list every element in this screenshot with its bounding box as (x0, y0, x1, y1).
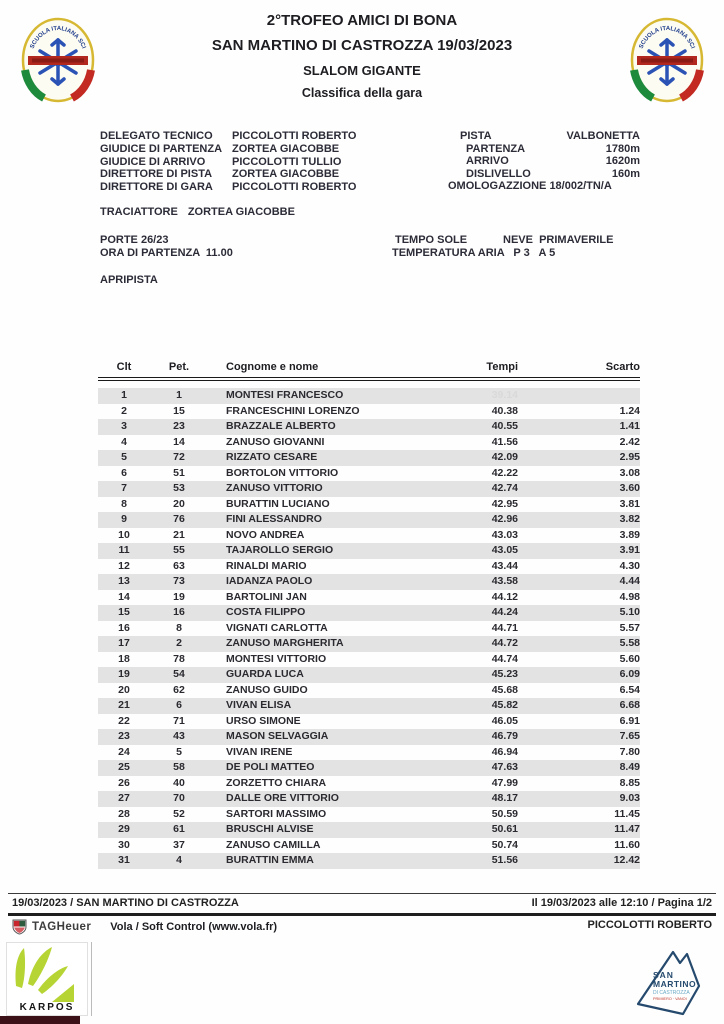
cell-name: MONTESI FRANCESCO (226, 389, 344, 401)
cell-scarto: 12.42 (613, 854, 640, 866)
col-header-gap: Scarto (605, 361, 640, 373)
cell-name: BORTOLON VITTORIO (226, 466, 339, 479)
cell-scarto: 4.30 (619, 559, 640, 572)
cell-tempo: 47.63 (491, 761, 518, 773)
cell-clt: 14 (118, 590, 130, 603)
official-row (100, 130, 356, 143)
forerunner-label: APRIPISTA (100, 274, 158, 286)
cell-clt: 6 (121, 466, 127, 479)
cell-clt: 30 (118, 838, 130, 851)
weather-info: TEMPO SOLE (395, 234, 468, 246)
cell-scarto: 5.10 (619, 606, 640, 618)
cell-name: BURATTIN LUCIANO (226, 497, 330, 510)
cell-scarto: 11.47 (614, 823, 640, 835)
cell-tempo: 45.68 (491, 683, 518, 696)
table-row (98, 729, 640, 745)
cell-name: IADANZA PAOLO (226, 575, 313, 587)
cell-pet: 73 (173, 575, 185, 587)
cell-name: ZORZETTO CHIARA (226, 776, 327, 789)
cell-name: COSTA FILIPPO (226, 606, 306, 618)
cell-scarto: 5.57 (619, 621, 640, 634)
cell-scarto: 7.65 (619, 730, 640, 742)
cell-clt: 10 (118, 528, 130, 541)
cell-scarto: 3.08 (619, 466, 640, 479)
cell-clt: 16 (118, 621, 130, 634)
table-row (98, 574, 640, 590)
course-label: ARRIVO (466, 155, 509, 168)
official-label: GIUDICE DI PARTENZA (100, 142, 223, 155)
cell-scarto: 8.85 (619, 776, 640, 789)
cell-name: VIVAN IRENE (226, 745, 293, 758)
cell-clt: 4 (121, 435, 127, 448)
cell-tempo: 47.99 (491, 776, 518, 789)
official-label: DIRETTORE DI PISTA (100, 168, 213, 181)
cell-scarto: 11.60 (614, 838, 640, 851)
official-value: PICCOLOTTI ROBERTO (232, 130, 357, 142)
cell-clt: 7 (121, 482, 127, 494)
cell-clt: 17 (118, 637, 130, 649)
san-martino-logo-icon (626, 944, 710, 1018)
table-row (98, 590, 640, 606)
cell-scarto (518, 388, 640, 404)
snow-info: NEVE PRIMAVERILE (503, 234, 614, 246)
cell-pet: 43 (173, 730, 185, 742)
club-emblem-arc-text: SCUOLA ITALIANA SCI (29, 25, 87, 50)
cell-tempo: 41.56 (491, 435, 518, 448)
gates-info: PORTE 26/23 (100, 234, 169, 246)
cell-pet: 58 (173, 761, 185, 773)
footer-divider-thick (8, 913, 716, 916)
table-row (98, 543, 640, 559)
table-row (98, 621, 640, 637)
cell-name: BRAZZALE ALBERTO (226, 420, 336, 432)
results-table (98, 360, 640, 869)
cell-clt: 28 (118, 807, 130, 820)
cell-clt: 2 (121, 404, 127, 417)
cell-tempo: 48.17 (491, 792, 518, 804)
cell-scarto: 6.68 (619, 699, 640, 711)
cell-clt: 1 (121, 389, 127, 401)
cell-name: VIVAN ELISA (226, 699, 292, 711)
resort-text-line4: PRIMIERO · VANOI (653, 997, 687, 1001)
cell-pet: 51 (173, 466, 185, 479)
cell-pet: 40 (173, 776, 185, 789)
cell-tempo: 42.95 (491, 497, 518, 510)
table-row (98, 512, 640, 528)
course-row (448, 155, 640, 168)
course-value: 1780m (605, 142, 640, 155)
cell-name: TAJAROLLO SERGIO (226, 544, 334, 556)
cell-clt: 25 (118, 761, 130, 773)
cell-pet: 55 (173, 544, 185, 556)
cell-pet: 21 (173, 528, 185, 541)
cell-clt: 23 (118, 730, 130, 742)
cell-name: RIZZATO CESARE (226, 451, 318, 463)
bottom-banner-strip (0, 1016, 80, 1024)
cell-pet: 16 (173, 606, 185, 618)
table-row (98, 388, 640, 404)
course-label: PISTA (460, 130, 492, 142)
cell-pet: 1 (176, 389, 182, 401)
cell-pet: 63 (173, 559, 185, 572)
cell-name: FRANCESCHINI LORENZO (226, 404, 360, 417)
karpos-wordmark: KARPOS (19, 1002, 75, 1013)
cell-scarto: 3.89 (619, 528, 640, 541)
cell-clt: 24 (118, 745, 130, 758)
official-value: PICCOLOTTI ROBERTO (232, 181, 357, 194)
course-block (448, 130, 640, 193)
col-header-name: Cognome e nome (226, 361, 319, 373)
course-setter-value: ZORTEA GIACOBBE (187, 206, 295, 218)
cell-tempo: 44.12 (491, 590, 518, 603)
table-row (98, 760, 640, 776)
cell-name: VIGNATI CARLOTTA (226, 621, 328, 634)
footer-date-location: 19/03/2023 / SAN MARTINO DI CASTROZZA (12, 897, 239, 909)
cell-name: ZANUSO GIOVANNI (226, 435, 325, 448)
course-label: DISLIVELLO (466, 167, 531, 180)
cell-scarto: 7.80 (619, 745, 640, 758)
cell-clt: 22 (118, 714, 130, 727)
table-row (98, 838, 640, 854)
cell-tempo: 43.03 (491, 528, 518, 541)
table-row (98, 776, 640, 792)
cell-pet: 8 (176, 621, 182, 634)
cell-tempo: 42.09 (491, 451, 518, 463)
cell-tempo: 45.82 (491, 699, 518, 711)
cell-pet: 37 (173, 838, 185, 851)
cell-name: ZANUSO VITTORIO (226, 482, 323, 494)
table-row (98, 683, 640, 699)
cell-pet: 72 (173, 451, 185, 463)
table-row (98, 714, 640, 730)
cell-scarto: 1.24 (619, 404, 640, 417)
cell-clt: 13 (118, 575, 130, 587)
page-subtitle: Classifica della gara (301, 86, 423, 100)
table-row (98, 404, 640, 420)
cell-pet: 23 (173, 420, 185, 432)
cell-scarto: 1.41 (619, 420, 640, 432)
cell-tempo: 42.22 (491, 466, 518, 479)
cell-scarto: 6.09 (619, 668, 640, 680)
cell-scarto: 6.54 (619, 683, 640, 696)
cell-scarto: 4.98 (619, 590, 640, 603)
course-value: VALBONETTA (566, 130, 640, 142)
footer-divider-thin (8, 893, 716, 894)
table-row (98, 807, 640, 823)
cell-tempo: 42.96 (491, 513, 518, 525)
resort-text-line3: DI CASTROZZA (653, 990, 690, 996)
sponsor-separator (91, 942, 92, 1016)
footer-print-info: Il 19/03/2023 alle 12:10 / Pagina 1/2 (531, 897, 712, 909)
cell-tempo: 43.58 (491, 575, 518, 587)
cell-pet: 54 (173, 668, 185, 680)
col-header-rank: Clt (116, 361, 132, 373)
official-row (100, 168, 356, 181)
cell-pet: 61 (173, 823, 185, 835)
cell-tempo: 51.56 (491, 854, 518, 866)
col-header-time: Tempi (486, 361, 518, 373)
cell-clt: 5 (121, 451, 127, 463)
cell-clt: 29 (118, 823, 130, 835)
cell-pet: 6 (176, 699, 182, 711)
table-row (98, 652, 640, 668)
official-value: ZORTEA GIACOBBE (232, 142, 340, 155)
cell-clt: 8 (121, 497, 127, 510)
official-label: DELEGATO TECNICO (100, 130, 213, 142)
cell-scarto: 5.60 (619, 652, 640, 665)
cell-pet: 62 (173, 683, 185, 696)
cell-pet: 78 (173, 652, 185, 665)
signature-name: PICCOLOTTI ROBERTO (587, 919, 712, 931)
cell-scarto: 3.81 (619, 497, 640, 510)
cell-pet: 20 (173, 497, 185, 510)
official-value: PICCOLOTTI TULLIO (232, 155, 342, 168)
tag-heuer-wordmark: TAGHeuer (32, 921, 92, 933)
cell-tempo: 43.44 (491, 559, 518, 572)
cell-clt: 3 (121, 420, 127, 432)
cell-pet: 19 (173, 590, 185, 603)
cell-tempo: 50.74 (491, 838, 518, 851)
table-row (98, 791, 640, 807)
tag-heuer-shield-icon (12, 919, 27, 935)
official-label: GIUDICE DI ARRIVO (100, 155, 206, 168)
table-row (98, 636, 640, 652)
table-row (98, 466, 640, 482)
cell-tempo: 43.05 (491, 544, 518, 556)
course-value: 1620m (605, 155, 640, 168)
cell-tempo: 44.71 (491, 621, 518, 634)
officials-block (100, 130, 356, 194)
cell-clt: 12 (118, 559, 130, 572)
cell-name: ZANUSO GUIDO (226, 683, 308, 696)
cell-tempo: 44.74 (491, 652, 518, 665)
table-row (98, 745, 640, 761)
start-time-info: ORA DI PARTENZA 11.00 (100, 247, 233, 259)
table-row (98, 481, 640, 497)
cell-scarto: 8.49 (619, 761, 640, 773)
cell-name: MONTESI VITTORIO (226, 652, 327, 665)
table-row (98, 667, 640, 683)
cell-scarto: 9.03 (619, 792, 640, 804)
official-row (100, 156, 356, 169)
cell-tempo: 46.05 (491, 714, 518, 727)
cell-name: DE POLI MATTEO (226, 761, 315, 773)
cell-pet: 4 (176, 854, 182, 866)
cell-pet: 76 (173, 513, 185, 525)
timing-brand-row (12, 919, 277, 935)
cell-clt: 21 (118, 699, 130, 711)
table-row (98, 853, 640, 869)
cell-tempo: 44.72 (491, 637, 518, 649)
official-row (100, 181, 356, 194)
cell-pet: 71 (173, 714, 185, 727)
cell-clt: 20 (118, 683, 130, 696)
temperature-info: TEMPERATURA ARIA P 3 A 5 (392, 247, 556, 259)
cell-name: FINI ALESSANDRO (226, 513, 322, 525)
karpos-logo-icon (6, 942, 88, 1016)
course-row (448, 168, 640, 181)
results-rows (98, 388, 640, 869)
cell-tempo: 46.79 (491, 730, 518, 742)
resort-text-line2: MARTINO (653, 979, 697, 989)
table-row (98, 698, 640, 714)
course-setter-label: TRACIATTORE (100, 206, 178, 218)
cell-tempo: 39.14 (491, 389, 518, 401)
cell-tempo: 45.23 (491, 668, 518, 680)
cell-name: GUARDA LUCA (226, 668, 304, 680)
cell-tempo: 50.61 (491, 823, 518, 835)
cell-name: ZANUSO CAMILLA (226, 838, 321, 851)
cell-tempo: 42.74 (491, 482, 518, 494)
table-row (98, 419, 640, 435)
cell-name: ZANUSO MARGHERITA (226, 637, 344, 649)
cell-name: NOVO ANDREA (226, 528, 305, 541)
timing-software-text: Vola / Soft Control (www.vola.fr) (110, 921, 278, 933)
cell-clt: 11 (118, 544, 130, 556)
table-row (98, 605, 640, 621)
cell-tempo: 46.94 (491, 745, 518, 758)
course-label: PARTENZA (466, 142, 526, 155)
cell-name: BURATTIN EMMA (226, 854, 314, 866)
cell-clt: 26 (118, 776, 130, 789)
cell-clt: 9 (121, 513, 127, 525)
cell-tempo: 50.59 (491, 807, 518, 820)
cell-pet: 2 (176, 637, 182, 649)
cell-clt: 15 (118, 606, 130, 618)
results-table-header (98, 360, 640, 381)
course-row (448, 143, 640, 156)
cell-name: MASON SELVAGGIA (226, 730, 329, 742)
col-header-bib: Pet. (168, 361, 190, 373)
cell-clt: 19 (118, 668, 130, 680)
cell-name: RINALDI MARIO (226, 559, 307, 572)
cell-scarto: 2.42 (619, 435, 640, 448)
discipline-title: SLALOM GIGANTE (303, 63, 421, 78)
cell-pet: 15 (173, 404, 185, 417)
table-row (98, 528, 640, 544)
cell-clt: 27 (118, 792, 130, 804)
cell-pet: 53 (173, 482, 185, 494)
official-row (100, 143, 356, 156)
course-value: 160m (611, 167, 640, 180)
cell-pet: 14 (173, 435, 185, 448)
cell-clt: 18 (118, 652, 130, 665)
cell-scarto: 6.91 (619, 714, 640, 727)
cell-scarto: 2.95 (619, 451, 640, 463)
table-row (98, 559, 640, 575)
cell-tempo: 40.38 (491, 404, 518, 417)
cell-scarto: 3.91 (619, 544, 640, 556)
cell-scarto: 11.45 (614, 807, 640, 820)
homologation: OMOLOGAZZIONE 18/002/TN/A (448, 180, 612, 193)
official-value: ZORTEA GIACOBBE (232, 168, 340, 181)
official-label: DIRETTORE DI GARA (100, 181, 213, 194)
table-row (98, 822, 640, 838)
event-location-date: SAN MARTINO DI CASTROZZA 19/03/2023 (211, 37, 513, 54)
cell-scarto: 4.44 (619, 575, 640, 587)
cell-scarto: 5.58 (619, 637, 640, 649)
cell-name: BARTOLINI JAN (226, 590, 307, 603)
table-row (98, 435, 640, 451)
cell-name: BRUSCHI ALVISE (226, 823, 314, 835)
event-title: 2°TROFEO AMICI DI BONA (266, 12, 458, 29)
cell-scarto: 3.82 (619, 513, 640, 525)
club-emblem-arc-text: SCUOLA ITALIANA SCI (638, 25, 696, 50)
course-row (448, 130, 640, 143)
cell-name: URSO SIMONE (226, 714, 301, 727)
table-row (98, 450, 640, 466)
cell-name: SARTORI MASSIMO (226, 807, 327, 820)
cell-clt: 31 (118, 854, 130, 866)
cell-name: DALLE ORE VITTORIO (226, 792, 339, 804)
cell-pet: 70 (173, 792, 185, 804)
cell-scarto: 3.60 (619, 482, 640, 494)
cell-tempo: 44.24 (491, 606, 518, 618)
table-row (98, 497, 640, 513)
cell-tempo: 40.55 (491, 420, 518, 432)
cell-pet: 52 (173, 807, 185, 820)
cell-pet: 5 (176, 745, 182, 758)
course-setter-row (100, 206, 305, 218)
resort-text-line1: SAN (653, 970, 674, 980)
